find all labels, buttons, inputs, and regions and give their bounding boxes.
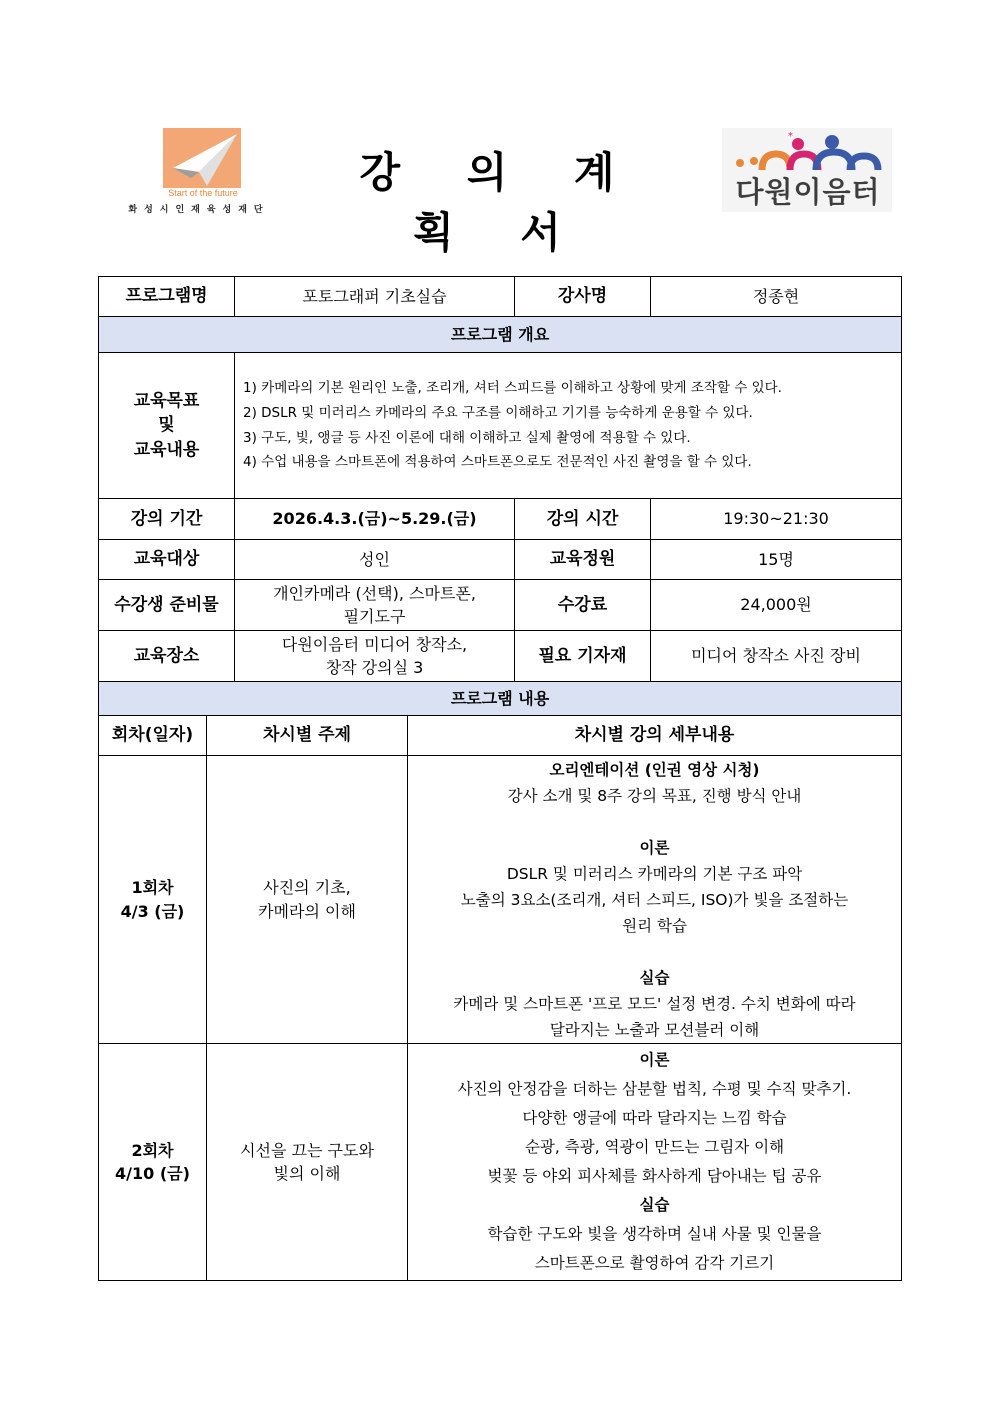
topic-line: 카메라의 이해 [258, 901, 356, 921]
topic-cell [207, 1044, 408, 1281]
goals-label [99, 353, 235, 499]
period-value: 2026.4.3.(금)~5.29.(금) [235, 499, 515, 540]
instructor-label: 강사명 [515, 277, 651, 317]
detail-cell [408, 1044, 902, 1281]
goals-content [235, 353, 902, 499]
detail-line: 다양한 앵글에 따라 달라지는 느낌 학습 [522, 1109, 787, 1127]
detail-line: 카메라 및 스마트폰 '프로 모드' 설정 변경. 수치 변화에 따라 [453, 994, 856, 1013]
detail-line: 스마트폰으로 촬영하여 감각 기르기 [534, 1254, 775, 1272]
session-number: 2회차 [131, 1140, 174, 1160]
foundation-logo [108, 128, 290, 220]
place-value [235, 631, 515, 682]
detail-cell [408, 756, 902, 1044]
topic-line: 사진의 기초, [263, 878, 351, 898]
content-band: 프로그램 내용 [99, 682, 902, 716]
target-label: 교육대상 [99, 540, 235, 580]
supplies-value [235, 580, 515, 631]
fee-label: 수강료 [515, 580, 651, 631]
equipment-label: 필요 기자재 [515, 631, 651, 682]
target-value: 성인 [235, 540, 515, 580]
time-label: 강의 시간 [515, 499, 651, 540]
detail-spacer [412, 809, 897, 835]
fee-value: 24,000원 [651, 580, 902, 631]
detail-line: 사진의 안정감을 더하는 삼분할 법칙, 수평 및 수직 맞추기. [457, 1080, 852, 1098]
topic-cell [207, 756, 408, 1044]
equipment-value: 미디어 창작소 사진 장비 [651, 631, 902, 682]
period-label: 강의 기간 [99, 499, 235, 540]
capacity-value: 15명 [651, 540, 902, 580]
detail-spacer [412, 939, 897, 965]
col-session-header: 회차(일자) [99, 716, 207, 756]
capacity-label: 교육정원 [515, 540, 651, 580]
place-line: 다원이음터 미디어 창작소, [281, 634, 468, 654]
logo-tagline: Start of the future [168, 188, 238, 198]
goal-item: 2) DSLR 및 미러리스 카메라의 주요 구조를 이해하고 기기를 능숙하게 운용할 수 있다. [243, 404, 753, 421]
detail-subtitle: 실습 [639, 1196, 670, 1214]
goal-item: 4) 수업 내용을 스마트폰에 적용하여 스마트폰으로도 전문적인 사진 촬영을 할 수 있다. [243, 454, 752, 471]
supplies-line: 개인카메라 (선택), 스마트폰, [273, 583, 476, 603]
session-cell [99, 1044, 207, 1281]
place-line: 창작 강의실 3 [325, 658, 424, 677]
page-header [0, 0, 992, 257]
session-number: 1회차 [131, 878, 174, 898]
detail-subtitle: 실습 [639, 968, 670, 987]
paper-plane-logo-icon [163, 128, 241, 188]
detail-line: 원리 학습 [622, 916, 687, 935]
goal-item: 1) 카메라의 기본 원리인 노출, 조리개, 셔터 스피드를 이해하고 상황에 맞게 조작할 수 있다. [243, 379, 782, 396]
detail-line: DSLR 및 미러리스 카메라의 기본 구조 파악 [506, 864, 803, 883]
goals-label-line: 교육목표 [133, 390, 200, 411]
goals-label-line: 및 [158, 415, 175, 436]
logo-org-name: 화성시인재육성재단 [128, 205, 270, 215]
col-topic-header: 차시별 주제 [207, 716, 408, 756]
session-cell [99, 756, 207, 1044]
page-title: 강 의 계 획 서 [359, 148, 641, 257]
detail-line: 벚꽃 등 야외 피사체를 화사하게 담아내는 팁 공유 [487, 1167, 822, 1185]
instructor-value: 정종현 [651, 277, 902, 317]
supplies-line: 필기도구 [343, 607, 406, 626]
detail-line: 학습한 구도와 빛을 생각하며 실내 사물 및 인물을 [487, 1225, 822, 1243]
detail-line: 강사 소개 및 8주 강의 목표, 진행 방식 안내 [507, 786, 802, 805]
program-name-label: 프로그램명 [99, 277, 235, 317]
place-label: 교육장소 [99, 631, 235, 682]
daweon-logo [722, 128, 892, 212]
goal-item: 3) 구도, 빛, 앵글 등 사진 이론에 대해 이해하고 실제 촬영에 적용할 수 있다. [243, 429, 691, 446]
program-name-value: 포토그래퍼 기초실습 [235, 277, 515, 317]
lecture-plan-table [98, 276, 902, 1281]
col-detail-header: 차시별 강의 세부내용 [408, 716, 902, 756]
session-date: 4/3 (금) [120, 901, 185, 921]
supplies-label: 수강생 준비물 [99, 580, 235, 631]
people-dots-logo-icon [732, 130, 884, 172]
session-date: 4/10 (금) [115, 1164, 190, 1183]
detail-subtitle: 이론 [639, 838, 670, 857]
overview-band: 프로그램 개요 [99, 317, 902, 353]
detail-subtitle: 이론 [639, 1051, 670, 1069]
detail-line: 순광, 측광, 역광이 만드는 그림자 이해 [524, 1138, 785, 1156]
time-value: 19:30~21:30 [651, 499, 902, 540]
detail-line: 노출의 3요소(조리개, 셔터 스피드, ISO)가 빛을 조절하는 [460, 890, 849, 909]
topic-line: 시선을 끄는 구도와 [240, 1140, 374, 1160]
detail-line: 달라지는 노출과 모션블러 이해 [549, 1020, 760, 1039]
topic-line: 빛의 이해 [273, 1164, 341, 1183]
detail-subtitle: 오리엔테이션 (인권 영상 시청) [549, 760, 760, 779]
goals-label-line: 교육내용 [133, 439, 200, 460]
svg-text:*: * [788, 131, 793, 142]
logo-name: 다원이음터 [735, 175, 881, 209]
